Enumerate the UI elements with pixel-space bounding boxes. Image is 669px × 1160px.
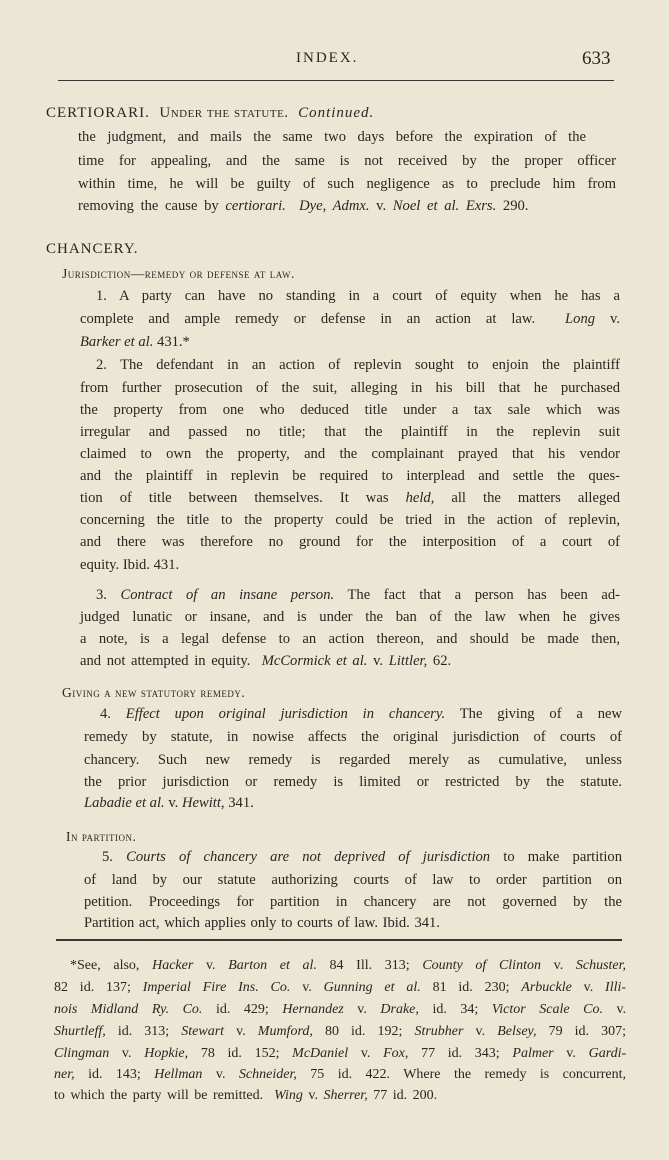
text-line: Partition act, which applies only to courts of law. Ibid. 341.	[84, 915, 440, 931]
text-line	[80, 489, 620, 507]
case-party: County of Clinton	[422, 958, 541, 973]
text-line: a note, is a legal defense to an action thereon, and should be made then,	[80, 631, 620, 647]
case-party: Gunning et al.	[323, 980, 421, 995]
subheading-partition: In partition.	[66, 829, 137, 844]
text-line: irregular and passed no title; that the plaintiff in the replevin suit	[80, 424, 620, 440]
versus: v.	[566, 1046, 576, 1061]
text-line	[80, 310, 620, 328]
text-run: to which the party will be remitted.	[54, 1088, 264, 1103]
text-line: chancery. Such new remedy is regarded merely as cumulative, unless	[84, 752, 622, 768]
text-line: the property from one who deduced title under a tax sale which was	[80, 402, 620, 418]
case-party: Sherrer,	[323, 1088, 368, 1103]
text-line	[78, 197, 528, 215]
citation: 84 Ill. 313;	[329, 958, 410, 973]
footnote-line	[54, 1023, 626, 1041]
paragraph-number: 3.	[96, 587, 107, 603]
text-line	[102, 848, 622, 866]
text-line: 2. The defendant in an action of replevin sought to enjoin the plaintiff	[96, 357, 620, 373]
text-line: from further prosecution of the suit, alleging in his bill that he purchased	[80, 380, 620, 396]
citation: 75 id. 422. Where the remedy is concurrent,	[310, 1067, 627, 1082]
case-party: McDaniel	[292, 1046, 349, 1061]
versus: v.	[609, 311, 620, 327]
case-party: Wing	[274, 1088, 303, 1103]
citation: id. 313;	[117, 1024, 170, 1039]
versus: v.	[373, 653, 384, 669]
running-head: INDEX.	[296, 50, 359, 66]
versus: v.	[205, 958, 216, 973]
case-party: Barker et al.	[80, 334, 154, 350]
footnote-rule	[56, 939, 622, 941]
citation: id. 34;	[432, 1002, 479, 1017]
citation: id. 143;	[88, 1067, 141, 1082]
subheading-jurisdiction: Jurisdiction—remedy or defense at law.	[62, 266, 295, 281]
case-party: Hernandez	[282, 1002, 344, 1017]
citation: 82 id. 137;	[54, 980, 131, 995]
versus: v.	[236, 1024, 246, 1039]
citation: 78 id. 152;	[200, 1046, 280, 1061]
text-line: remedy by statute, in nowise affects the original jurisdiction of courts of	[84, 729, 622, 745]
versus: v.	[475, 1024, 486, 1039]
text-line: time for appealing, and the same is not received by the proper officer	[78, 153, 616, 169]
versus: v.	[553, 958, 564, 973]
case-party: Mumford,	[257, 1024, 313, 1039]
certiorari-subheading: Under the statute.	[159, 105, 289, 121]
page-reference: 290.	[502, 198, 529, 214]
citation: 77 id. 200.	[373, 1088, 438, 1103]
page-reference: 341.	[228, 795, 254, 811]
text-run: all the matters alleged	[451, 490, 621, 506]
case-party: Gardi-	[588, 1046, 627, 1061]
footnote-line	[54, 1087, 437, 1105]
case-party: Long	[565, 311, 596, 327]
case-party: Arbuckle	[521, 980, 572, 995]
footnote-line	[54, 1045, 626, 1063]
case-party: Labadie et al.	[84, 795, 165, 811]
case-party: Illi-	[605, 980, 627, 995]
topic-italic: Effect upon original jurisdiction in chancery.	[125, 706, 446, 722]
versus: v.	[583, 980, 594, 995]
case-party: Clingman	[54, 1046, 110, 1061]
case-party: Schneider,	[238, 1067, 297, 1082]
page-header	[0, 48, 669, 72]
versus: v.	[302, 980, 312, 995]
citation: 81 id. 230;	[432, 980, 510, 995]
text-run: to make partition	[503, 849, 622, 865]
case-party: Victor Scale Co.	[491, 1002, 603, 1017]
case-party: Hopkie,	[144, 1046, 189, 1061]
text-line	[100, 705, 622, 723]
topic-italic: Courts of chancery are not deprived of jurisdiction	[126, 849, 491, 865]
case-party: Hacker	[152, 958, 194, 973]
text-line: concerning the title to the property could be tried in the action of replevin,	[80, 512, 620, 528]
text-line: of land by our statute authorizing courts of law to order partition on	[84, 872, 622, 888]
case-party: Palmer	[512, 1046, 554, 1061]
case-party: Belsey,	[497, 1024, 537, 1039]
case-party: Barton et al.	[228, 958, 317, 973]
citation: 79 id. 307;	[548, 1024, 626, 1039]
footnote-line	[54, 1001, 626, 1019]
case-party: Fox,	[383, 1046, 409, 1061]
text-run: and not attempted in equity.	[80, 653, 251, 669]
text-run: tion of title between themselves. It was	[80, 490, 389, 506]
term-italic: held,	[405, 490, 435, 506]
entry-heading-chancery: CHANCERY.	[46, 241, 139, 257]
case-party: Hewitt,	[181, 795, 225, 811]
text-line: and the plaintiff in replevin be required to interplead and settle the ques-	[80, 468, 620, 484]
case-party: Hellman	[154, 1067, 203, 1082]
case-party: Shurtleff,	[54, 1024, 106, 1039]
text-line	[84, 794, 254, 812]
footnote-line	[54, 1066, 626, 1084]
term-italic: certiorari.	[225, 198, 286, 214]
text-line: petition. Proceedings for partition in chancery are not governed by the	[84, 894, 622, 910]
versus: v.	[616, 1002, 627, 1017]
case-party: Drake,	[380, 1002, 419, 1017]
text-line	[80, 652, 451, 670]
text-line: within time, he will be guilty of such negligence as to preclude him from	[78, 176, 616, 192]
entry-heading-certiorari	[46, 104, 374, 122]
footnote-line	[54, 979, 626, 997]
text-line: claimed to own the property, and the complainant prayed that his vendor	[80, 446, 620, 462]
case-party: Strubher	[414, 1024, 464, 1039]
case-party: Littler,	[388, 653, 428, 669]
page-reference: 62.	[432, 653, 452, 669]
text-run: complete and ample remedy or defense in an action at law.	[80, 311, 536, 327]
versus: v.	[357, 1002, 367, 1017]
text-line: the prior jurisdiction or remedy is limited or restricted by the statute.	[84, 774, 622, 790]
case-party: Dye, Admx.	[299, 198, 370, 214]
case-party: Stewart	[181, 1024, 225, 1039]
footnote-marker: *See, also,	[70, 958, 140, 973]
text-run: The giving of a new	[459, 706, 623, 722]
text-line	[80, 333, 190, 351]
case-party: McCormick et al.	[261, 653, 368, 669]
citation: id. 429;	[215, 1002, 269, 1017]
versus: v.	[360, 1046, 371, 1061]
case-party: Schuster,	[575, 958, 627, 973]
paragraph-number: 5.	[102, 849, 113, 865]
footnote-line	[70, 957, 626, 975]
text-line: judged lunatic or insane, and is under the ban of the law when he gives	[80, 609, 620, 625]
text-run: removing the cause by	[78, 198, 219, 214]
paragraph-number: 4.	[100, 706, 111, 722]
versus: v.	[215, 1067, 226, 1082]
text-run: The fact that a person has been ad-	[347, 587, 620, 603]
header-rule	[58, 80, 614, 81]
page-reference: 431.*	[157, 334, 190, 350]
continued-label: Continued.	[298, 105, 375, 121]
versus: v.	[121, 1046, 132, 1061]
text-line: equity. Ibid. 431.	[80, 557, 180, 573]
case-party: ner,	[54, 1067, 75, 1082]
text-line: 1. A party can have no standing in a court of equity when he has a	[96, 288, 620, 304]
versus: v.	[376, 198, 387, 214]
citation: 77 id. 343;	[421, 1046, 500, 1061]
certiorari-title: CERTIORARI.	[46, 105, 150, 121]
versus: v.	[168, 795, 179, 811]
citation: 80 id. 192;	[324, 1024, 403, 1039]
subheading-statutory-remedy: Giving a new statutory remedy.	[62, 685, 246, 700]
text-line: the judgment, and mails the same two days before the expiration of the	[78, 129, 586, 145]
text-line: and there was therefore no ground for the interposition of a court of	[80, 534, 620, 550]
case-party: Imperial Fire Ins. Co.	[142, 980, 291, 995]
versus: v.	[308, 1088, 318, 1103]
case-party: Noel et al. Exrs.	[392, 198, 497, 214]
topic-italic: Contract of an insane person.	[120, 587, 335, 603]
text-line	[96, 586, 620, 604]
page-number: 633	[582, 48, 611, 69]
case-party: nois Midland Ry. Co.	[54, 1002, 203, 1017]
